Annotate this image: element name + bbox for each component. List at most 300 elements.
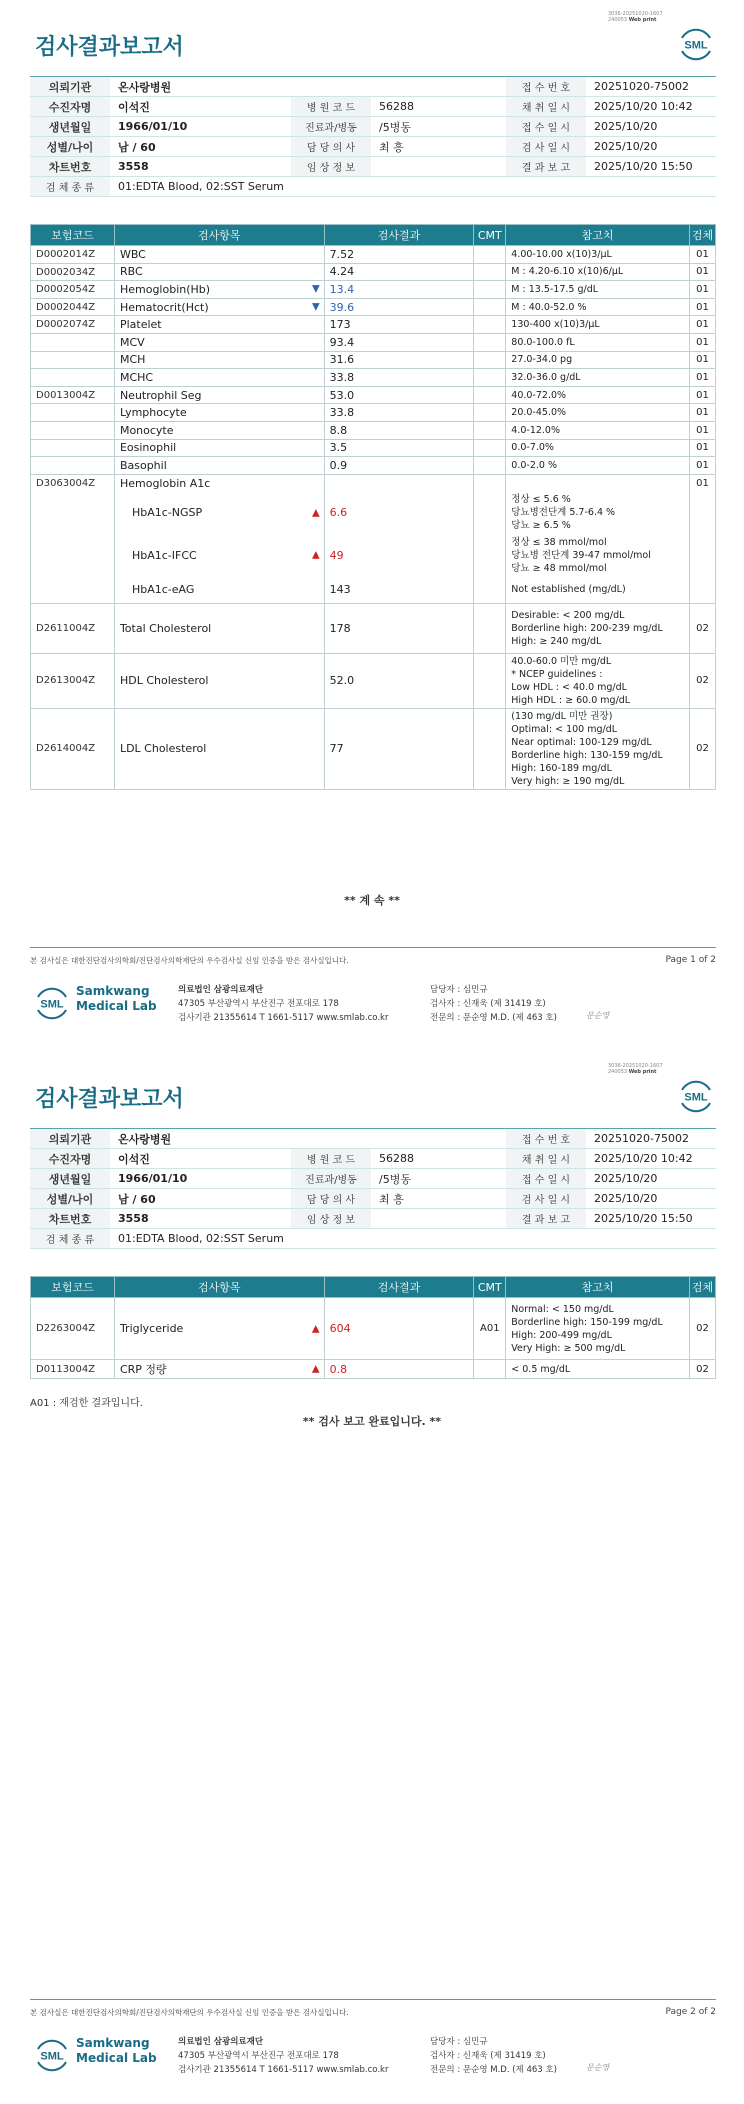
- comment-code: [474, 421, 506, 439]
- test-date-label: 검 사 일 시: [506, 1189, 586, 1209]
- patient-value: 이석진: [110, 1149, 291, 1169]
- table-row: [31, 246, 716, 264]
- col-header-specimen: 검체: [689, 1277, 715, 1298]
- page-number: Page 1 of 2: [665, 955, 716, 965]
- table-row: [31, 333, 716, 351]
- staff-tester: 검사자 : 신재욱 (제 31419 호): [430, 999, 546, 1009]
- test-item: [114, 246, 324, 264]
- insurance-code: D2611004Z: [31, 603, 115, 653]
- patient-info-table: [30, 1128, 716, 1249]
- reference-range: [506, 246, 690, 264]
- comment-note: A01 : 재검한 결과입니다.: [30, 1398, 143, 1409]
- print-stamp: [608, 11, 663, 23]
- specimen-label: 검 체 종 류: [30, 1229, 110, 1249]
- test-result: 4.24: [324, 263, 474, 281]
- test-item: [114, 404, 324, 422]
- test-item-label: Neutrophil Seg: [119, 388, 202, 402]
- chart-label: 차트번호: [30, 1209, 110, 1229]
- reference-range: [506, 457, 690, 475]
- specimen-value: 01:EDTA Blood, 02:SST Serum: [110, 1229, 716, 1249]
- reference-line: 0.0-7.0%: [511, 442, 554, 454]
- comment-code: [474, 653, 506, 708]
- reference-range: [506, 298, 690, 316]
- low-flag-icon: ▼: [311, 301, 320, 313]
- col-header-cmt: CMT: [474, 225, 506, 246]
- test-result: 0.9: [324, 457, 474, 475]
- birth-value: 1966/01/10: [110, 117, 291, 137]
- test-item-label: CRP 정량: [119, 1363, 167, 1376]
- col-header-code: 보험코드: [31, 225, 115, 246]
- signature: 문순영: [586, 1011, 610, 1020]
- specimen-code: 02: [689, 708, 715, 789]
- birth-value: 1966/01/10: [110, 1169, 291, 1189]
- table-row: [31, 577, 716, 603]
- specimen-code: 01: [689, 316, 715, 334]
- test-item: [114, 1298, 324, 1360]
- staff-specialist: 전문의 : 문순영 M.D. (제 463 호): [430, 2065, 557, 2075]
- table-row: [31, 316, 716, 334]
- test-item: [114, 603, 324, 653]
- insurance-code: D3063004Z: [31, 474, 115, 603]
- sex-age-value: 남 / 60: [110, 137, 291, 157]
- reference-line: (130 mg/dL 미만 권장): [511, 710, 613, 722]
- test-result: 52.0: [324, 653, 474, 708]
- col-header-result: 검사결과: [324, 225, 474, 246]
- chart-value: 3558: [110, 157, 291, 177]
- test-item-label: Total Cholesterol: [119, 621, 212, 635]
- svg-text:SML: SML: [40, 998, 64, 1011]
- reference-range: [506, 263, 690, 281]
- department-value: /5병동: [371, 1169, 506, 1189]
- sml-logo-icon: [676, 24, 716, 64]
- table-row: [31, 263, 716, 281]
- org-name: 의료법인 삼광의료재단: [178, 2037, 264, 2047]
- reference-range: [506, 603, 690, 653]
- institution-label: 의뢰기관: [30, 77, 110, 97]
- clinical-info-label: 임 상 정 보: [291, 1209, 371, 1229]
- chart-label: 차트번호: [30, 157, 110, 177]
- col-header-cmt: CMT: [474, 1277, 506, 1298]
- specimen-code: 01: [689, 457, 715, 475]
- specimen-code: 01: [689, 439, 715, 457]
- org-contact: 검사기관 21355614 T 1661-5117 www.smlab.co.kr: [178, 2065, 389, 2075]
- reference-line: Borderline high: 130-159 mg/dL: [511, 749, 663, 761]
- table-row: [31, 708, 716, 789]
- certification-text: 본 검사실은 대한진단검사의학회/진단검사의학재단의 우수검사실 신임 인증을 받은 검사실입니다.: [30, 956, 349, 965]
- test-date-value: 2025/10/20: [586, 1189, 716, 1209]
- sex-age-label: 성별/나이: [30, 1189, 110, 1209]
- hospital-code-value: 56288: [371, 97, 506, 117]
- reference-range: [506, 316, 690, 334]
- test-item: [114, 708, 324, 789]
- report-page-2: [0, 1052, 744, 2104]
- reference-line: Very high: ≥ 190 mg/dL: [511, 775, 625, 787]
- hospital-code-value: 56288: [371, 1149, 506, 1169]
- birth-label: 생년월일: [30, 117, 110, 137]
- test-item-label: Triglyceride: [119, 1322, 184, 1335]
- test-item-label: Lymphocyte: [119, 406, 187, 420]
- test-item-label: HbA1c-eAG: [131, 583, 195, 597]
- reference-line: 당뇨 ≥ 48 mmol/mol: [511, 562, 607, 574]
- patient-info-table: [30, 76, 716, 197]
- stamp-tag: Web print: [628, 1069, 657, 1075]
- report-date-label: 결 과 보 고: [506, 1209, 586, 1229]
- reference-line: 정상 ≤ 5.6 %: [511, 494, 571, 506]
- reference-range: [506, 577, 690, 603]
- test-item-label: Platelet: [119, 318, 162, 332]
- reference-line: M : 40.0-52.0 %: [511, 301, 587, 313]
- insurance-code: [31, 404, 115, 422]
- reference-line: High: ≥ 240 mg/dL: [511, 635, 602, 647]
- reference-range: [506, 439, 690, 457]
- high-flag-icon: ▲: [311, 1363, 320, 1375]
- comment-code: [474, 474, 506, 603]
- organization-info: [178, 2035, 388, 2077]
- org-address: 47305 부산광역시 부산진구 전포대로 178: [178, 999, 339, 1009]
- institution-label: 의뢰기관: [30, 1129, 110, 1149]
- reference-range: [506, 351, 690, 369]
- receipt-no-label: 접 수 번 호: [506, 77, 586, 97]
- specimen-code: 01: [689, 246, 715, 264]
- test-item: [114, 263, 324, 281]
- test-item-label: Basophil: [119, 458, 167, 472]
- reference-range: [506, 281, 690, 299]
- sml-logo-icon: [32, 2035, 72, 2075]
- test-item: [114, 386, 324, 404]
- reference-range: [506, 369, 690, 387]
- department-label: 진료과/병동: [291, 117, 371, 137]
- table-row: [31, 492, 716, 533]
- receipt-date-label: 접 수 일 시: [506, 117, 586, 137]
- test-item: [114, 351, 324, 369]
- reference-line: * NCEP guidelines :: [511, 668, 603, 680]
- col-header-ref: 참고치: [506, 225, 690, 246]
- test-result: 53.0: [324, 386, 474, 404]
- doctor-value: 최 흥: [371, 1189, 506, 1209]
- test-item-label: MCHC: [119, 370, 154, 384]
- specimen-code: 01: [689, 386, 715, 404]
- test-item-label: Hemoglobin(Hb): [119, 282, 211, 296]
- table-row: [31, 369, 716, 387]
- insurance-code: [31, 369, 115, 387]
- patient-label: 수진자명: [30, 97, 110, 117]
- reference-line: M : 4.20-6.10 x(10)6/μL: [511, 266, 624, 278]
- brand-name: [76, 984, 157, 1014]
- table-row: [31, 421, 716, 439]
- stamp-id: 240053: [608, 17, 628, 23]
- reference-range: [506, 708, 690, 789]
- stamp-tag: Web print: [628, 17, 657, 23]
- reference-line: Near optimal: 100-129 mg/dL: [511, 736, 652, 748]
- table-row: [31, 474, 716, 492]
- org-address: 47305 부산광역시 부산진구 전포대로 178: [178, 2051, 339, 2061]
- test-item: [114, 577, 324, 603]
- test-item: [114, 369, 324, 387]
- reference-line: 4.0-12.0%: [511, 424, 560, 436]
- test-result: 3.5: [324, 439, 474, 457]
- org-contact: 검사기관 21355614 T 1661-5117 www.smlab.co.kr: [178, 1013, 389, 1023]
- reference-range: [506, 333, 690, 351]
- reference-line: High HDL : ≥ 60.0 mg/dL: [511, 694, 631, 706]
- stamp-code: 3036-20251020-1607: [608, 11, 663, 17]
- col-header-item: 검사항목: [114, 225, 324, 246]
- collect-date-value: 2025/10/20 10:42: [586, 1149, 716, 1169]
- reference-line: Borderline high: 150-199 mg/dL: [511, 1316, 663, 1328]
- comment-code: [474, 603, 506, 653]
- table-row: [31, 351, 716, 369]
- test-item-label: MCH: [119, 353, 146, 367]
- reference-range: [506, 404, 690, 422]
- reference-line: 당뇨병 전단계 39-47 mmol/mol: [511, 549, 651, 561]
- comment-code: [474, 1360, 506, 1379]
- specimen-code: 01: [689, 369, 715, 387]
- test-item-label: HbA1c-NGSP: [131, 506, 203, 520]
- test-item-label: Eosinophil: [119, 441, 177, 455]
- institution-value: 온사랑병원: [110, 77, 506, 97]
- stamp-id: 240053: [608, 1069, 628, 1075]
- receipt-no-value: 20251020-75002: [586, 77, 716, 97]
- reference-range: [506, 474, 690, 492]
- comment-code: [474, 439, 506, 457]
- staff-tester: 검사자 : 신재욱 (제 31419 호): [430, 2051, 546, 2061]
- test-result: 49: [324, 533, 474, 577]
- brand-line-2: Medical Lab: [76, 999, 157, 1013]
- department-value: /5병동: [371, 117, 506, 137]
- reference-line: Not established (mg/dL): [511, 584, 626, 596]
- insurance-code: D0002074Z: [31, 316, 115, 334]
- insurance-code: [31, 351, 115, 369]
- test-item: [114, 457, 324, 475]
- test-item-label: RBC: [119, 265, 143, 279]
- test-item: [114, 333, 324, 351]
- test-result: 13.4: [324, 281, 474, 299]
- reference-line: 4.00-10.00 x(10)3/μL: [511, 248, 612, 260]
- insurance-code: [31, 421, 115, 439]
- table-row: [31, 653, 716, 708]
- test-item-label: Hematocrit(Hct): [119, 300, 209, 314]
- low-flag-icon: ▼: [311, 283, 320, 295]
- comment-code: [474, 351, 506, 369]
- brand-line-1: Samkwang: [76, 2036, 150, 2050]
- reference-line: 당뇨 ≥ 6.5 %: [511, 520, 571, 532]
- reference-line: 40.0-60.0 미만 mg/dL: [511, 655, 612, 667]
- reference-line: 당뇨병전단계 5.7-6.4 %: [511, 507, 616, 519]
- col-header-result: 검사결과: [324, 1277, 474, 1298]
- stamp-code: 3036-20251020-1607: [608, 1063, 663, 1069]
- receipt-date-label: 접 수 일 시: [506, 1169, 586, 1189]
- test-item: [114, 439, 324, 457]
- test-result: 178: [324, 603, 474, 653]
- patient-label: 수진자명: [30, 1149, 110, 1169]
- reference-line: 0.0-2.0 %: [511, 459, 557, 471]
- clinical-info-label: 임 상 정 보: [291, 157, 371, 177]
- insurance-code: [31, 439, 115, 457]
- reference-range: [506, 421, 690, 439]
- reference-line: 27.0-34.0 pg: [511, 354, 573, 366]
- table-row: [31, 603, 716, 653]
- test-result: 39.6: [324, 298, 474, 316]
- receipt-date-value: 2025/10/20: [586, 1169, 716, 1189]
- table-row: [31, 457, 716, 475]
- insurance-code: [31, 457, 115, 475]
- report-date-label: 결 과 보 고: [506, 157, 586, 177]
- org-name: 의료법인 삼광의료재단: [178, 985, 264, 995]
- high-flag-icon: ▲: [311, 549, 320, 561]
- insurance-code: D0013004Z: [31, 386, 115, 404]
- sex-age-value: 남 / 60: [110, 1189, 291, 1209]
- report-title: 검사결과보고서: [35, 35, 184, 60]
- staff-specialist: 전문의 : 문순영 M.D. (제 463 호): [430, 1013, 557, 1023]
- clinical-info-value: [371, 157, 506, 177]
- comment-code: [474, 457, 506, 475]
- col-header-specimen: 검체: [689, 225, 715, 246]
- comment-code: [474, 263, 506, 281]
- certification-text: 본 검사실은 대한진단검사의학회/진단검사의학재단의 우수검사실 신임 인증을 받은 검사실입니다.: [30, 2008, 349, 2017]
- test-result: 33.8: [324, 404, 474, 422]
- reference-line: 40.0-72.0%: [511, 389, 567, 401]
- brand-line-2: Medical Lab: [76, 2051, 157, 2065]
- specimen-code: 01: [689, 333, 715, 351]
- reference-range: [506, 1360, 690, 1379]
- test-item-label: HbA1c-IFCC: [131, 548, 197, 562]
- test-date-value: 2025/10/20: [586, 137, 716, 157]
- test-result: 6.6: [324, 492, 474, 533]
- insurance-code: D0002044Z: [31, 298, 115, 316]
- test-item: [114, 1360, 324, 1379]
- test-item: [114, 653, 324, 708]
- svg-text:SML: SML: [684, 39, 708, 52]
- print-stamp: [608, 1063, 663, 1075]
- specimen-code: 01: [689, 421, 715, 439]
- continue-marker: ** 계 속 **: [344, 894, 400, 907]
- organization-info: [178, 983, 388, 1025]
- reference-line: 정상 ≤ 38 mmol/mol: [511, 536, 607, 548]
- insurance-code: D0002054Z: [31, 281, 115, 299]
- hospital-code-label: 병 원 코 드: [291, 97, 371, 117]
- reference-line: High: 160-189 mg/dL: [511, 762, 612, 774]
- insurance-code: D2614004Z: [31, 708, 115, 789]
- comment-code: [474, 369, 506, 387]
- table-row: [31, 281, 716, 299]
- footer-divider: [30, 1999, 716, 2000]
- receipt-date-value: 2025/10/20: [586, 117, 716, 137]
- reference-range: [506, 533, 690, 577]
- report-complete-marker: ** 검사 보고 완료입니다. **: [302, 1415, 442, 1428]
- doctor-label: 담 당 의 사: [291, 1189, 371, 1209]
- staff-manager: 담당자 : 심민규: [430, 985, 488, 995]
- svg-text:SML: SML: [40, 2050, 64, 2063]
- specimen-value: 01:EDTA Blood, 02:SST Serum: [110, 177, 716, 197]
- col-header-item: 검사항목: [114, 1277, 324, 1298]
- reference-range: [506, 492, 690, 533]
- col-header-code: 보험코드: [31, 1277, 115, 1298]
- insurance-code: D2263004Z: [31, 1298, 115, 1360]
- reference-line: Low HDL : < 40.0 mg/dL: [511, 681, 627, 693]
- comment-code: [474, 281, 506, 299]
- reference-line: Normal: < 150 mg/dL: [511, 1303, 614, 1315]
- reference-line: 80.0-100.0 fL: [511, 336, 575, 348]
- table-row: [31, 1360, 716, 1379]
- reference-line: < 0.5 mg/dL: [511, 1363, 571, 1375]
- comment-code: A01: [474, 1298, 506, 1360]
- insurance-code: D2613004Z: [31, 653, 115, 708]
- high-flag-icon: ▲: [311, 1323, 320, 1334]
- test-item: Hemoglobin A1c: [114, 474, 324, 492]
- test-result: 604: [324, 1298, 474, 1360]
- department-label: 진료과/병동: [291, 1169, 371, 1189]
- test-item: [114, 281, 324, 299]
- specimen-code: 01: [689, 474, 715, 603]
- staff-info: [430, 983, 557, 1025]
- specimen-code: 01: [689, 404, 715, 422]
- reference-line: Borderline high: 200-239 mg/dL: [511, 622, 663, 634]
- test-result: 77: [324, 708, 474, 789]
- table-row: [31, 298, 716, 316]
- test-result: 93.4: [324, 333, 474, 351]
- insurance-code: [31, 333, 115, 351]
- insurance-code: D0113004Z: [31, 1360, 115, 1379]
- test-result: 7.52: [324, 246, 474, 264]
- test-item: [114, 316, 324, 334]
- specimen-code: 01: [689, 351, 715, 369]
- receipt-no-label: 접 수 번 호: [506, 1129, 586, 1149]
- reference-line: High: 200-499 mg/dL: [511, 1329, 612, 1341]
- test-result: 31.6: [324, 351, 474, 369]
- results-table-page-2: [30, 1276, 716, 1379]
- specimen-code: 02: [689, 1298, 715, 1360]
- test-item-label: LDL Cholesterol: [119, 742, 207, 756]
- test-item: [114, 533, 324, 577]
- sml-logo-icon: [676, 1076, 716, 1116]
- specimen-code: 02: [689, 603, 715, 653]
- institution-value: 온사랑병원: [110, 1129, 506, 1149]
- table-row: [31, 386, 716, 404]
- test-result: [324, 474, 474, 492]
- report-date-value: 2025/10/20 15:50: [586, 157, 716, 177]
- insurance-code: D0002014Z: [31, 246, 115, 264]
- test-item: [114, 492, 324, 533]
- test-result: 0.8: [324, 1360, 474, 1379]
- comment-code: [474, 246, 506, 264]
- test-item-label: MCV: [119, 335, 145, 349]
- report-date-value: 2025/10/20 15:50: [586, 1209, 716, 1229]
- comment-code: [474, 298, 506, 316]
- collect-date-value: 2025/10/20 10:42: [586, 97, 716, 117]
- reference-range: [506, 386, 690, 404]
- comment-code: [474, 404, 506, 422]
- table-row: [31, 1298, 716, 1360]
- reference-line: Optimal: < 100 mg/dL: [511, 723, 618, 735]
- doctor-value: 최 흥: [371, 137, 506, 157]
- hospital-code-label: 병 원 코 드: [291, 1149, 371, 1169]
- sex-age-label: 성별/나이: [30, 137, 110, 157]
- reference-range: [506, 653, 690, 708]
- footer-divider: [30, 947, 716, 948]
- test-item-label: HDL Cholesterol: [119, 674, 209, 688]
- specimen-code: 02: [689, 1360, 715, 1379]
- comment-code: [474, 333, 506, 351]
- table-row: [31, 439, 716, 457]
- brand-line-1: Samkwang: [76, 984, 150, 998]
- comment-code: [474, 316, 506, 334]
- col-header-ref: 참고치: [506, 1277, 690, 1298]
- receipt-no-value: 20251020-75002: [586, 1129, 716, 1149]
- high-flag-icon: ▲: [311, 507, 320, 519]
- table-row: [31, 404, 716, 422]
- clinical-info-value: [371, 1209, 506, 1229]
- test-item: [114, 298, 324, 316]
- specimen-label: 검 체 종 류: [30, 177, 110, 197]
